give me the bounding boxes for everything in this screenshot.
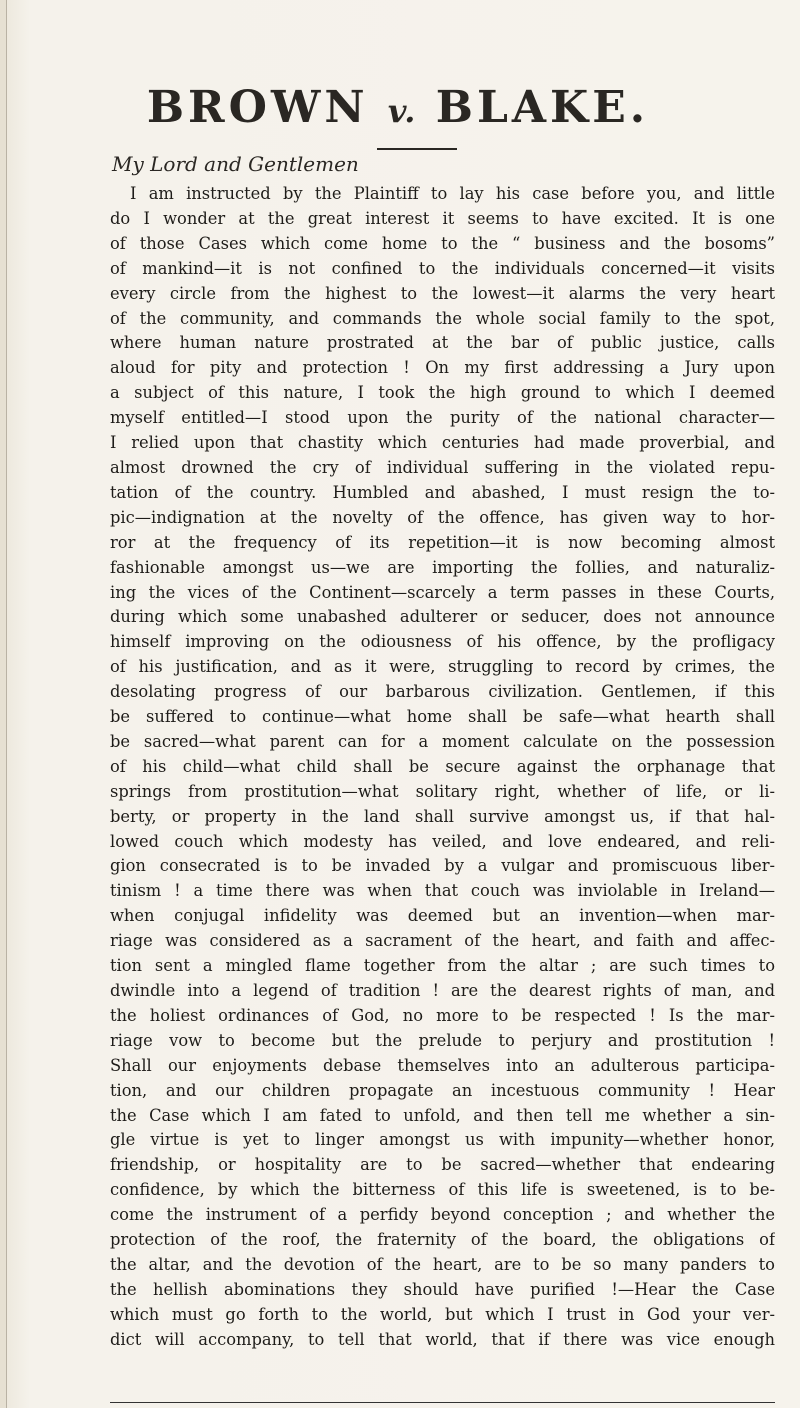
text-line: pic—indignation at the novelty of the offence, has given way to hor- — [110, 507, 775, 527]
title-plaintiff: BROWN — [146, 82, 369, 133]
text-line: fashionable amongst us—we are importing the follies, and naturaliz- — [110, 557, 775, 577]
text-line: come the instrument of a perfidy beyond conception ; and whether the — [110, 1205, 775, 1225]
text-line: be sacred—what parent can for a moment calculate on the possession — [110, 731, 775, 751]
text-line: tion, and our children propagate an incestuous community ! Hear — [110, 1080, 775, 1100]
text-line: of those Cases which come home to the “ business and the bosoms” — [110, 233, 775, 253]
text-line: riage vow to become but the prelude to perjury and prostitution ! — [110, 1030, 775, 1050]
text-line: tion sent a mingled flame together from the altar ; are such times to — [110, 956, 775, 976]
text-line: do I wonder at the great interest it seems to have excited. It is one — [110, 208, 775, 228]
text-line: a subject of this nature, I took the high ground to which I deemed — [110, 383, 775, 403]
text-line: which must go forth to the world, but which I trust in God your ver- — [110, 1304, 775, 1324]
text-line: almost drowned the cry of individual suffering in the violated repu- — [110, 457, 775, 477]
text-line: of his justification, and as it were, struggling to record by crimes, the — [110, 657, 775, 677]
text-line: gion consecrated is to be invaded by a vulgar and promiscuous liber- — [110, 856, 775, 876]
text-line: when conjugal infidelity was deemed but an invention—when mar- — [110, 906, 775, 926]
text-line: springs from prostitution—what solitary right, whether of life, or li- — [110, 781, 775, 801]
text-line: during which some unabashed adulterer or seducer, does not announce — [110, 607, 775, 627]
salutation: My Lord and Gentlemen — [112, 152, 359, 176]
text-line: the altar, and the devotion of the heart, are to be so many panders to — [110, 1254, 775, 1274]
text-line: tinism ! a time there was when that couch was inviolable in Ireland— — [110, 881, 775, 901]
text-line: Shall our enjoyments debase themselves into an adulterous participa- — [110, 1055, 775, 1075]
text-line: I relied upon that chastity which centuries had made proverbial, and — [110, 433, 775, 453]
page-title — [118, 82, 678, 133]
text-line: every circle from the highest to the lowest—it alarms the very heart — [110, 283, 775, 303]
text-line: himself improving on the odiousness of his offence, by the profligacy — [110, 632, 775, 652]
text-line: protection of the roof, the fraternity of the board, the obligations of — [110, 1230, 775, 1250]
title-versus: v. — [387, 92, 417, 130]
text-line: be suffered to continue—what home shall be safe—what hearth shall — [110, 707, 775, 727]
text-line: I am instructed by the Plaintiff to lay his case before you, and little — [130, 184, 775, 203]
text-line: of mankind—it is not confined to the individuals concerned—it visits — [110, 258, 775, 278]
text-line: ror at the frequency of its repetition—it is now becoming almost — [110, 532, 775, 552]
text-line: the Case which I am fated to unfold, and then tell me whether a sin- — [110, 1105, 775, 1125]
title-rule — [377, 148, 457, 150]
text-line: tation of the country. Humbled and abashed, I must resign the to- — [110, 482, 775, 502]
text-line: desolating progress of our barbarous civilization. Gentlemen, if this — [110, 682, 775, 702]
text-line: berty, or property in the land shall survive amongst us, if that hal- — [110, 806, 775, 826]
text-line: of the community, and commands the whole social family to the spot, — [110, 308, 775, 328]
text-line: dwindle into a legend of tradition ! are the dearest rights of man, and — [110, 981, 775, 1000]
page-edge — [0, 0, 7, 1408]
bottom-rule — [110, 1402, 775, 1403]
text-line: lowed couch which modesty has veiled, and love endeared, and reli- — [110, 831, 775, 851]
text-line: friendship, or hospitality are to be sacred—whether that endearing — [110, 1155, 775, 1175]
text-line: ing the vices of the Continent—scarcely a term passes in these Courts, — [110, 582, 775, 602]
text-line: myself entitled—I stood upon the purity of the national character— — [110, 408, 775, 428]
text-line: dict will accompany, to tell that world, that if there was vice enough — [110, 1329, 775, 1349]
text-line: the holiest ordinances of God, no more to be respected ! Is the mar- — [110, 1005, 775, 1025]
text-line: where human nature prostrated at the bar of public justice, calls — [110, 333, 775, 353]
text-line: confidence, by which the bitterness of this life is sweetened, is to be- — [110, 1180, 775, 1200]
title-defendant: BLAKE. — [435, 82, 650, 133]
speech-text — [110, 182, 775, 1353]
text-line: of his child—what child shall be secure against the orphanage that — [110, 756, 775, 776]
text-line: gle virtue is yet to linger amongst us with impunity—whether honor, — [110, 1130, 775, 1150]
text-line: riage was considered as a sacrament of the heart, and faith and affec- — [110, 931, 775, 951]
text-line: aloud for pity and protection ! On my first addressing a Jury upon — [110, 358, 775, 378]
text-line: the hellish abominations they should have purified !—Hear the Case — [110, 1279, 775, 1299]
